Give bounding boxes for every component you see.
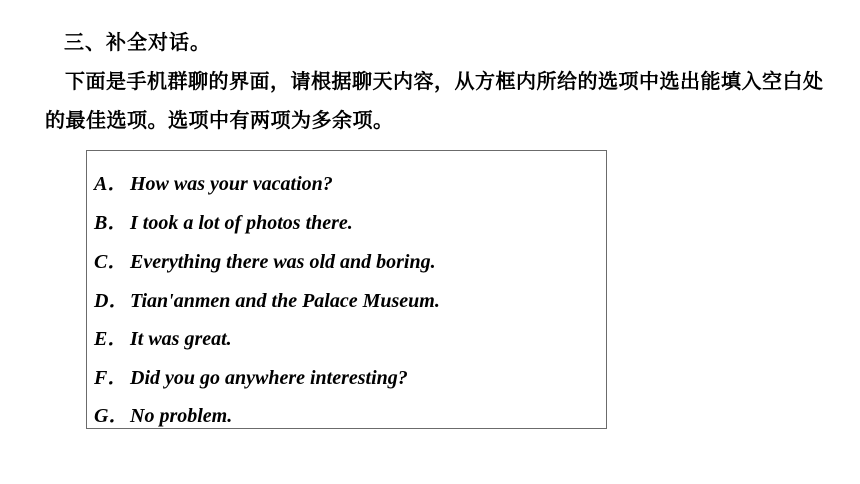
option-d [94,284,440,313]
section-title: 三、补全对话。 [64,30,211,54]
option-a [94,167,333,196]
option-letter: E． [94,328,128,350]
option-text: It was great. [130,328,232,350]
option-text: No problem. [130,405,233,427]
option-text: Did you go anywhere interesting? [130,367,408,389]
option-g [94,399,232,428]
option-text: How was your vacation? [130,173,333,195]
option-c [94,245,436,274]
option-letter: F． [94,367,128,389]
option-text: Tian'anmen and the Palace Museum. [130,290,440,312]
option-text: Everything there was old and boring. [130,251,436,273]
option-b [94,206,353,235]
option-f [94,361,408,390]
instruction-text: 下面是手机群聊的界面，请根据聊天内容，从方框内所给的选项中选出能填入空白处的最佳选项。选项中有两项为多余项。 [45,69,824,132]
option-letter: B． [94,212,128,234]
option-letter: A． [94,173,128,195]
option-letter: C． [94,251,128,273]
options-box [86,150,607,429]
option-text: I took a lot of photos there. [130,212,353,234]
option-e [94,322,232,351]
option-letter: G． [94,405,129,427]
option-letter: D． [94,290,129,312]
